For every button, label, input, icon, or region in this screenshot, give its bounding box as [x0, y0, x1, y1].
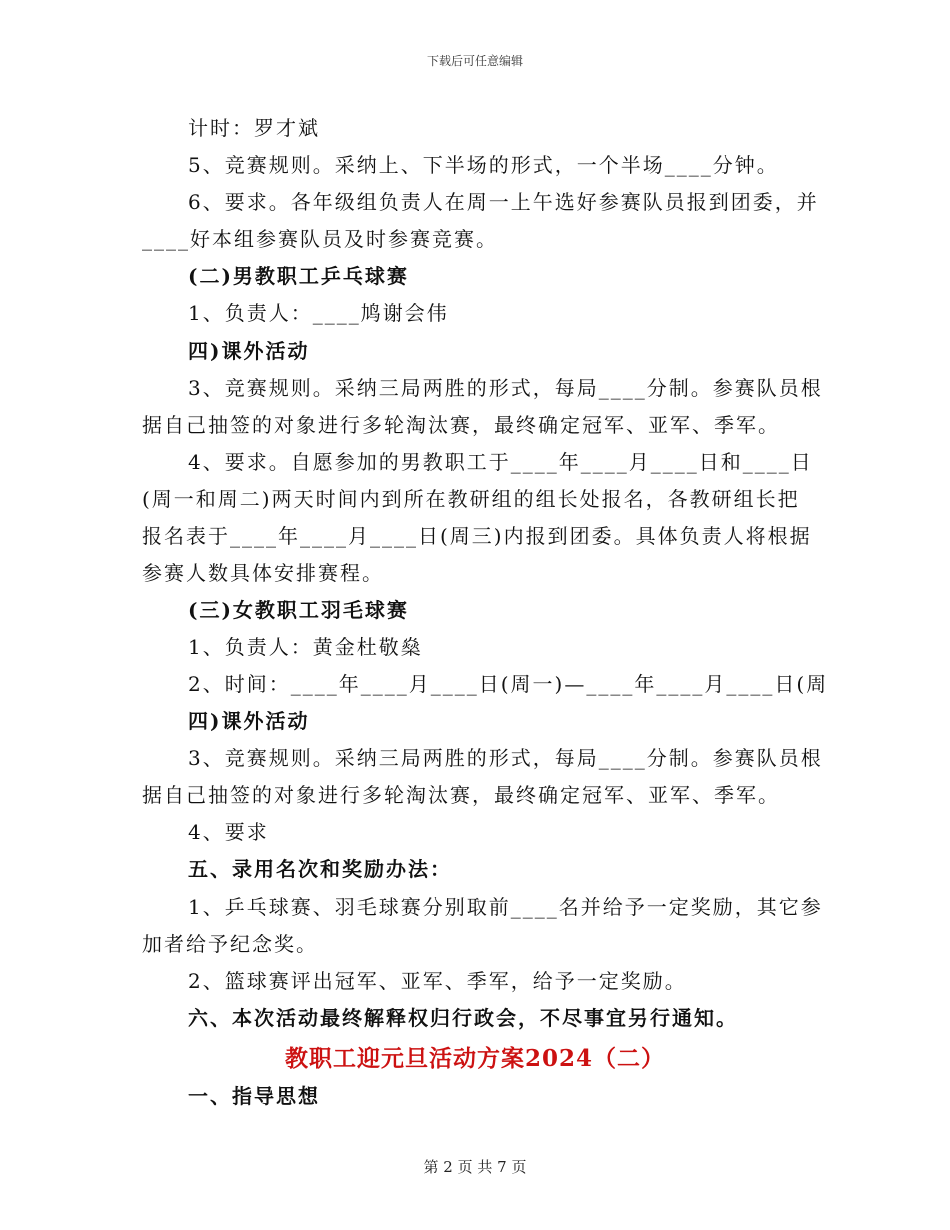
text-line: 1、乒乓球赛、羽毛球赛分别取前____名并给予一定奖励，其它参	[188, 895, 823, 919]
text-line: (周一和周二)两天时间内到所在教研组的组长处报名，各教研组长把	[142, 487, 800, 511]
section-heading: 四)课外活动	[188, 339, 310, 363]
page-header: 下载后可任意编辑	[426, 54, 523, 68]
text-line: 报名表于____年____月____日(周三)内报到团委。具体负责人将根据	[142, 524, 812, 548]
text-line: 据自己抽签的对象进行多轮淘汰赛，最终确定冠军、亚军、季军。	[142, 783, 780, 807]
section-heading: 一、指导思想	[188, 1084, 320, 1108]
text-line: 计时：罗才斌	[188, 116, 320, 140]
section-heading: (二)男教职工乒乓球赛	[188, 264, 409, 288]
text-line: 3、竞赛规则。采纳三局两胜的形式，每局____分制。参赛队员根	[188, 376, 823, 400]
section-heading: 六、本次活动最终解释权归行政会，不尽事宜另行通知。	[188, 1006, 738, 1030]
page-number: 第 2 页 共 7 页	[423, 1158, 527, 1176]
text-line: 据自己抽签的对象进行多轮淘汰赛，最终确定冠军、亚军、季军。	[142, 413, 780, 437]
text-line: 5、竞赛规则。采纳上、下半场的形式，一个半场____分钟。	[188, 153, 779, 177]
text-line: 1、负责人：黄金杜敬燊	[188, 635, 423, 659]
text-line: 4、要求。自愿参加的男教职工于____年____月____日和____日	[188, 450, 813, 474]
section-heading: 四)课外活动	[188, 709, 310, 733]
text-line: 2、篮球赛评出冠军、亚军、季军，给予一定奖励。	[188, 969, 687, 993]
text-line: 2、时间：____年____月____日(周一)—____年____月____日(周	[188, 672, 829, 696]
section-heading: 五、录用名次和奖励办法：	[188, 857, 452, 881]
text-line: ____好本组参赛队员及时参赛竞赛。	[142, 227, 498, 251]
text-line: 3、竞赛规则。采纳三局两胜的形式，每局____分制。参赛队员根	[188, 746, 823, 770]
document-title: 教职工迎元旦活动方案2024（二）	[284, 1045, 665, 1072]
section-heading: (三)女教职工羽毛球赛	[188, 598, 409, 622]
text-line: 参赛人数具体安排赛程。	[142, 561, 384, 585]
text-line: 加者给予纪念奖。	[142, 932, 318, 956]
text-line: 6、要求。各年级组负责人在周一上午选好参赛队员报到团委，并	[188, 190, 819, 214]
text-line: 1、负责人：____鸠谢会伟	[188, 301, 449, 325]
text-line: 4、要求	[188, 820, 269, 844]
